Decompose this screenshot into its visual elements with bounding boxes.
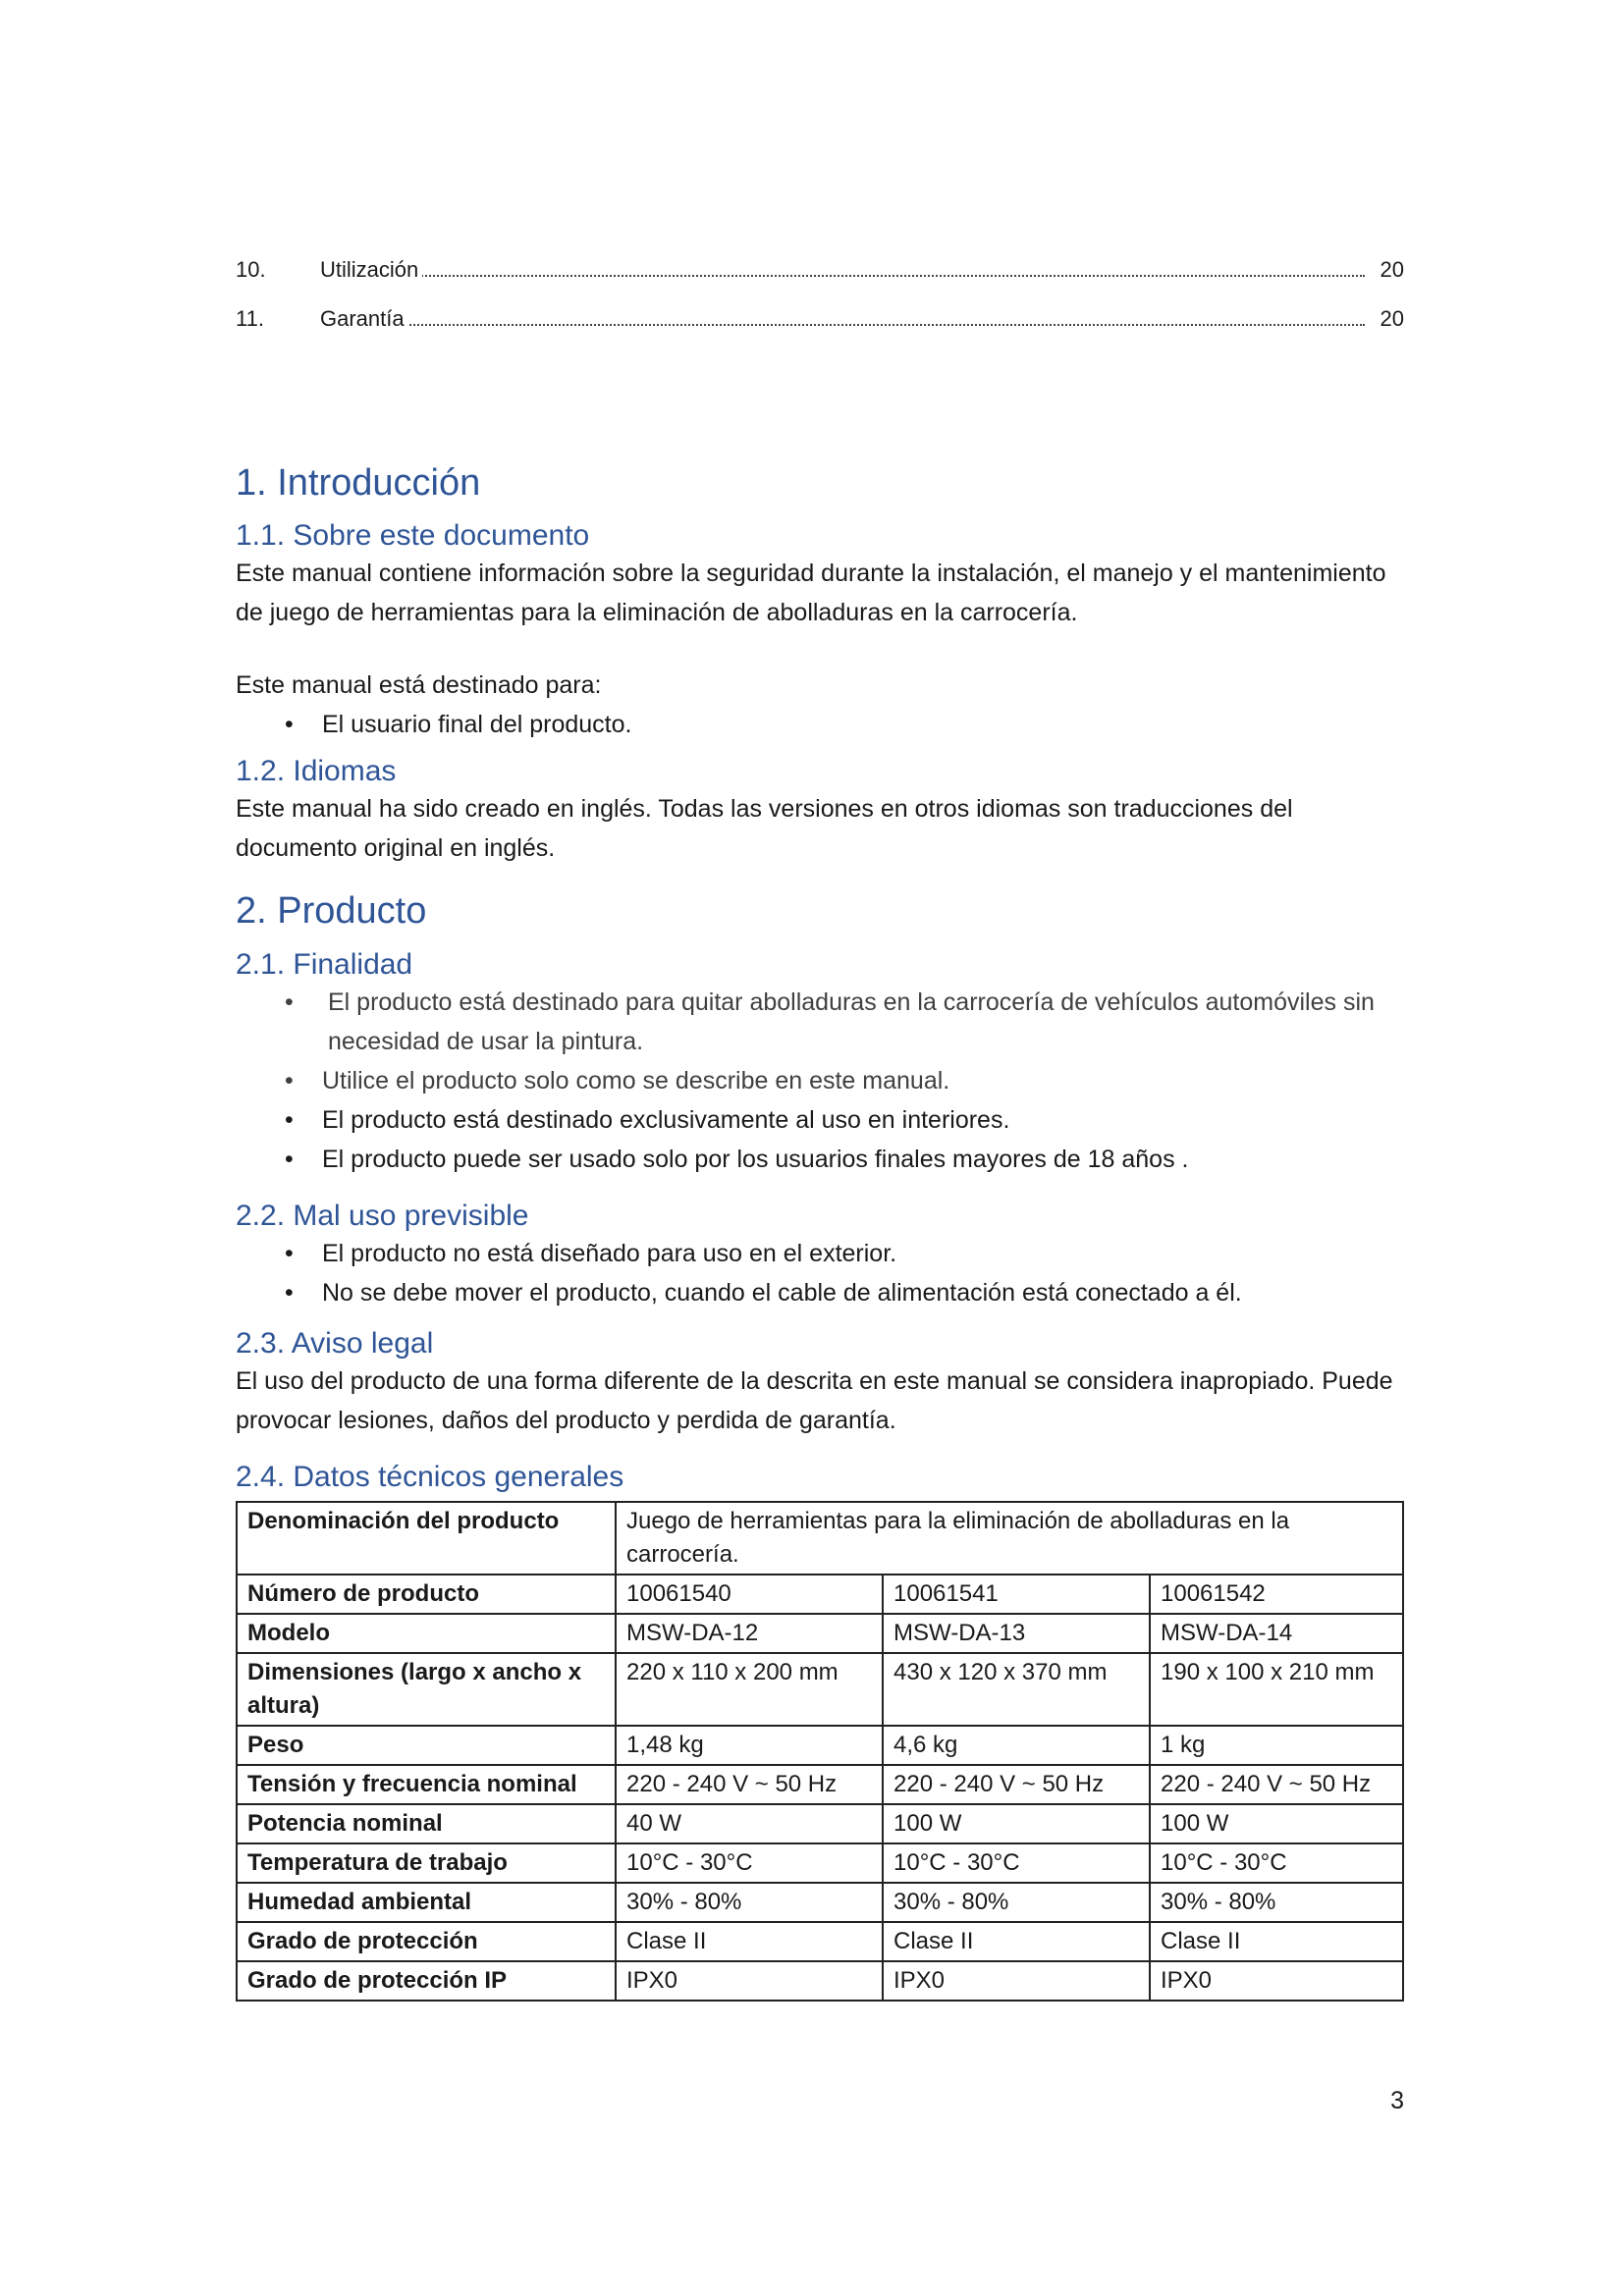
- table-cell-label: Grado de protección: [237, 1922, 616, 1961]
- paragraph-languages: Este manual ha sido creado en inglés. Todas las versiones en otros idiomas son traducciones del documento original en inglés.: [236, 794, 1293, 862]
- table-cell-value: 1,48 kg: [616, 1726, 883, 1765]
- table-cell-label: Número de producto: [237, 1575, 616, 1614]
- table-cell-value: Clase II: [1150, 1922, 1403, 1961]
- list-item: • No se debe mover el producto, cuando el cable de alimentación está conectado a él.: [236, 1273, 1404, 1312]
- table-cell-label: Humedad ambiental: [237, 1883, 616, 1922]
- table-cell-value: 190 x 100 x 210 mm: [1150, 1653, 1403, 1726]
- toc-entry-page: 20: [1375, 294, 1404, 344]
- paragraph-intended-for: Este manual está destinado para:: [236, 670, 602, 699]
- table-cell-value: Clase II: [883, 1922, 1150, 1961]
- table-cell-value: 30% - 80%: [883, 1883, 1150, 1922]
- toc-entry-page: 20: [1375, 245, 1404, 294]
- table-cell-value: IPX0: [616, 1961, 883, 2001]
- table-cell-value: 220 - 240 V ~ 50 Hz: [616, 1765, 883, 1804]
- subsection-heading-aviso-legal: 2.3. Aviso legal: [236, 1327, 434, 1361]
- subsection-heading-mal-uso: 2.2. Mal uso previsible: [236, 1200, 529, 1233]
- table-row: [237, 1726, 1403, 1765]
- toc-entry-title: Utilización: [320, 245, 422, 294]
- table-cell-label: Temperatura de trabajo: [237, 1843, 616, 1883]
- table-cell-value: 100 W: [1150, 1804, 1403, 1843]
- subsection-heading-sobre-documento: 1.1. Sobre este documento: [236, 518, 590, 552]
- bullet-list-intended: [236, 705, 1404, 744]
- table-cell-value: IPX0: [1150, 1961, 1403, 2001]
- toc-entry[interactable]: [236, 294, 1404, 344]
- table-cell-label: Tensión y frecuencia nominal: [237, 1765, 616, 1804]
- table-cell-value: 10061542: [1150, 1575, 1403, 1614]
- paragraph-manual-content: Este manual contiene información sobre la seguridad durante la instalación, el manejo y el mantenimiento de juego de herramientas para la eliminación de abolladuras en la carrocería.: [236, 559, 1386, 626]
- toc-leader-dots: [324, 275, 1365, 277]
- table-cell-label: Potencia nominal: [237, 1804, 616, 1843]
- table-cell-value: MSW-DA-12: [616, 1614, 883, 1653]
- table-cell-value: 220 - 240 V ~ 50 Hz: [1150, 1765, 1403, 1804]
- list-item: • El producto puede ser usado solo por los usuarios finales mayores de 18 años .: [236, 1140, 1404, 1179]
- table-cell-value: 430 x 120 x 370 mm: [883, 1653, 1150, 1726]
- table-cell-value: 10061541: [883, 1575, 1150, 1614]
- list-item: • El producto está destinado para quitar abolladuras en la carrocería de vehículos automóviles sin necesidad de usar la pintura.: [236, 983, 1404, 1061]
- table-cell-value: 4,6 kg: [883, 1726, 1150, 1765]
- toc-entry-number: 10.: [236, 257, 266, 282]
- table-cell-value: 30% - 80%: [616, 1883, 883, 1922]
- table-row: [237, 1653, 1403, 1726]
- table-row: [237, 1765, 1403, 1804]
- table-cell-value: MSW-DA-13: [883, 1614, 1150, 1653]
- table-row: [237, 1922, 1403, 1961]
- table-cell-label: Modelo: [237, 1614, 616, 1653]
- toc-entry-title: Garantía: [320, 294, 408, 344]
- list-item: • El producto no está diseñado para uso en el exterior.: [236, 1234, 1404, 1273]
- table-cell-value: 40 W: [616, 1804, 883, 1843]
- table-row: [237, 1843, 1403, 1883]
- subsection-heading-finalidad: 2.1. Finalidad: [236, 948, 413, 982]
- table-cell-value: 1 kg: [1150, 1726, 1403, 1765]
- table-cell-value: 10°C - 30°C: [883, 1843, 1150, 1883]
- table-cell-label: Peso: [237, 1726, 616, 1765]
- page-number: 3: [1390, 2087, 1404, 2114]
- table-cell-label: Dimensiones (largo x ancho x altura): [237, 1653, 616, 1726]
- table-cell-value: Clase II: [616, 1922, 883, 1961]
- bullet-list-purpose: [236, 983, 1404, 1179]
- toc-entry[interactable]: [236, 245, 1404, 294]
- table-row: [237, 1502, 1403, 1575]
- table-row: [237, 1961, 1403, 2001]
- table-cell-value: Juego de herramientas para la eliminación de abolladuras en la carrocería.: [616, 1502, 1403, 1575]
- toc-entry-number: 11.: [236, 306, 264, 331]
- bullet-list-misuse: [236, 1234, 1404, 1312]
- table-of-contents: [236, 245, 1404, 344]
- toc-leader-dots: [324, 324, 1365, 326]
- table-cell-value: 10°C - 30°C: [616, 1843, 883, 1883]
- list-item: • El usuario final del producto.: [236, 705, 1404, 744]
- technical-data-table: [236, 1501, 1404, 2002]
- paragraph-legal-notice: El uso del producto de una forma diferente de la descrita en este manual se considera inapropiado. Puede provocar lesiones, daños del producto y perdida de garantía.: [236, 1367, 1393, 1435]
- table-cell-value: 10061540: [616, 1575, 883, 1614]
- table-cell-value: 100 W: [883, 1804, 1150, 1843]
- table-row: [237, 1804, 1403, 1843]
- table-cell-value: 220 - 240 V ~ 50 Hz: [883, 1765, 1150, 1804]
- page-content: [236, 245, 1404, 2002]
- table-cell-value: 10°C - 30°C: [1150, 1843, 1403, 1883]
- table-cell-value: MSW-DA-14: [1150, 1614, 1403, 1653]
- subsection-heading-datos-tecnicos: 2.4. Datos técnicos generales: [236, 1461, 624, 1494]
- table-row: [237, 1614, 1403, 1653]
- list-item: • El producto está destinado exclusivamente al uso en interiores.: [236, 1100, 1404, 1140]
- subsection-heading-idiomas: 1.2. Idiomas: [236, 754, 397, 787]
- table-cell-value: 220 x 110 x 200 mm: [616, 1653, 883, 1726]
- table-row: [237, 1575, 1403, 1614]
- table-cell-value: IPX0: [883, 1961, 1150, 2001]
- list-item: • Utilice el producto solo como se describe en este manual.: [236, 1061, 1404, 1100]
- table-row: [237, 1883, 1403, 1922]
- section-heading-producto: 2. Producto: [236, 889, 427, 932]
- table-cell-label: Grado de protección IP: [237, 1961, 616, 2001]
- table-cell-label: Denominación del producto: [237, 1502, 616, 1575]
- table-cell-value: 30% - 80%: [1150, 1883, 1403, 1922]
- section-heading-introduccion: 1. Introducción: [236, 462, 481, 504]
